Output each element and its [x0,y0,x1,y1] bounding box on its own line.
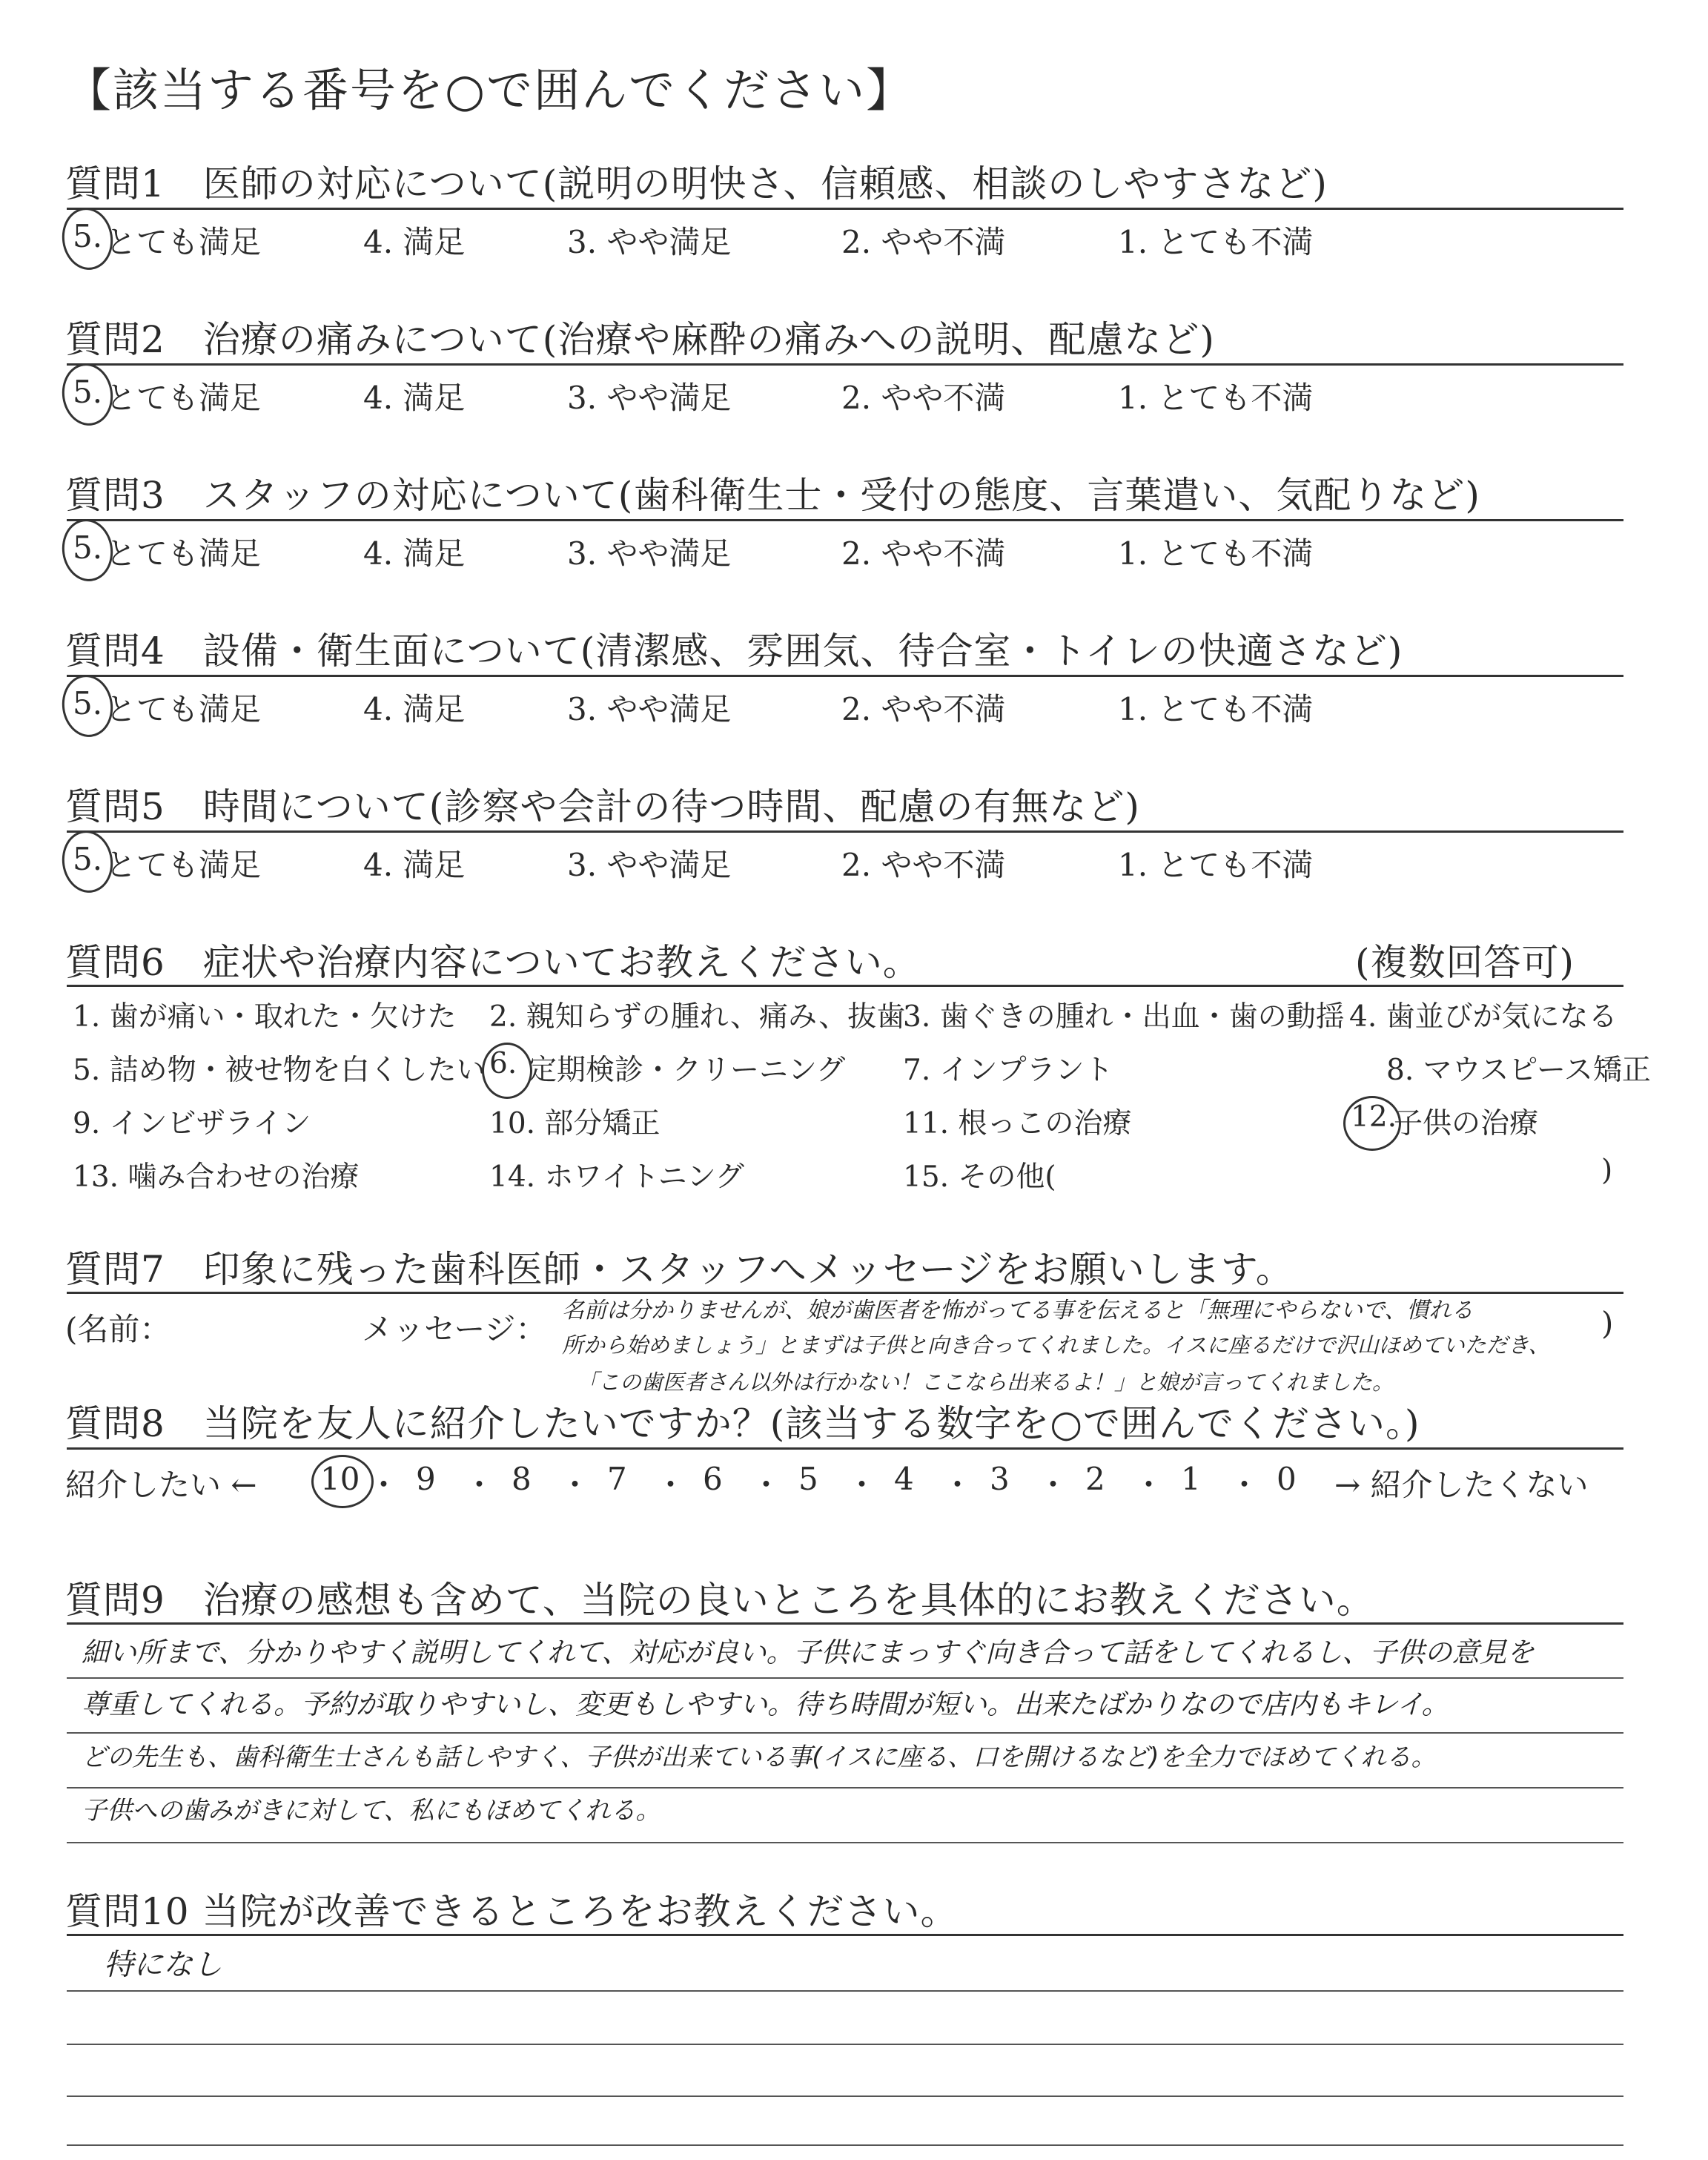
page-title: 【該当する番号を○で囲んでください】 [65,63,914,117]
rating-option[interactable]: 3. やや満足 [567,224,732,260]
q6-option[interactable]: 13. 噛み合わせの治療 [73,1160,360,1194]
q6-option[interactable]: 14. ホワイトニング [489,1160,744,1194]
q9-answer-line: 尊重してくれる。予約が取りやすいし、変更もしやすい。待ち時間が短い。出来たばかりなので店内もキレイ。 [82,1688,1449,1720]
rating-option[interactable]: 2. やや不満 [841,847,1006,883]
q6-option[interactable]: 15. その他( [903,1160,1056,1194]
q2-title: 質問2 治療の痛みについて(治療や麻酔の痛みへの説明、配慮など) [65,318,1215,361]
rating-option-5-number[interactable]: 5. [73,218,103,254]
rating-option-5-number[interactable]: 5. [73,841,103,877]
q8-left-label: 紹介したい ← [65,1467,257,1503]
q6-option[interactable]: 6. [489,1047,517,1080]
q6-option[interactable]: 11. 根っこの治療 [903,1107,1132,1140]
rating-option-5-number[interactable]: 5. [73,529,103,566]
q6-option[interactable]: 8. マウスピース矯正 [1386,1054,1651,1087]
q6-option[interactable]: ) [1601,1154,1613,1187]
q7-name-label: (名前： [65,1311,171,1347]
q8-scale-value[interactable]: 5 [798,1461,818,1497]
selection-circle [58,516,116,585]
q8-scale-value[interactable]: 6 [703,1461,723,1497]
q7-close-paren: ) [1601,1305,1614,1341]
q6-option[interactable]: 12. [1351,1100,1397,1134]
rating-option[interactable]: 1. とても不満 [1118,224,1314,260]
q9-answer-line: どの先生も、歯科衛生士さんも話しやすく、子供が出来ている事(イスに座る、口を開けるなど)を全力でほめてくれる。 [82,1743,1437,1772]
q8-separator: ・ [846,1467,878,1503]
q8-scale-value[interactable]: 7 [607,1461,627,1497]
q8-scale-value[interactable]: 2 [1085,1461,1105,1497]
q6-option[interactable]: 7. インプラント [903,1054,1113,1087]
selection-circle [1343,1096,1401,1151]
q6-option[interactable]: 4. 歯並びが気になる [1349,1000,1618,1034]
q6-option[interactable]: 3. 歯ぐきの腫れ・出血・歯の動揺 [903,1000,1345,1034]
q8-separator: ・ [941,1467,973,1503]
rating-option-5-label[interactable]: とても満足 [105,535,262,572]
q6-option[interactable]: 2. 親知らずの腫れ、痛み、抜歯 [489,1000,906,1034]
rating-option[interactable]: 4. 満足 [363,535,466,572]
q6-option[interactable]: 5. 詰め物・被せ物を白くしたい [73,1054,486,1087]
q6-note: (複数回答可) [1355,941,1575,984]
rating-option[interactable]: 2. やや不満 [841,380,1006,416]
q5-title: 質問5 時間について(診察や会計の待つ時間、配慮の有無など) [65,785,1140,828]
rating-option[interactable]: 1. とても不満 [1118,380,1314,416]
q6-option[interactable]: 10. 部分矯正 [489,1107,661,1140]
q4-title: 質問4 設備・衛生面について(清潔感、雰囲気、待合室・トイレの快適さなど) [65,630,1403,673]
selection-circle [482,1043,532,1099]
selection-circle [58,360,116,429]
q7-message-label: メッセージ： [362,1311,547,1347]
rating-option-5-label[interactable]: とても満足 [105,691,262,727]
q8-scale-value[interactable]: 4 [894,1461,914,1497]
rating-option-5-label[interactable]: とても満足 [105,380,262,416]
q9-answer-line: 子供への歯みがきに対して、私にもほめてくれる。 [82,1796,661,1826]
rating-option-5-number[interactable]: 5. [73,374,103,410]
q8-right-label: → 紹介したくない [1334,1467,1589,1503]
q6-option[interactable]: 9. インビザライン [73,1107,311,1140]
q7-message-line: 名前は分かりませんが、娘が歯医者を怖がってる事を伝えると「無理にやらないで、慣れる [562,1298,1474,1324]
rating-option[interactable]: 4. 満足 [363,691,466,727]
selection-circle [58,205,116,274]
q7-title: 質問7 印象に残った歯科医師・スタッフへメッセージをお願いします。 [65,1248,1294,1291]
q8-separator: ・ [655,1467,686,1503]
q6-title: 質問6 症状や治療内容についてお教えください。 [65,941,921,984]
q8-title: 質問8 当院を友人に紹介したいですか？(該当する数字を○で囲んでください。) [65,1402,1420,1445]
rating-option[interactable]: 4. 満足 [363,224,466,260]
q9-answer-line: 細い所まで、分かりやすく説明してくれて、対応が良い。子供にまっすぐ向き合って話をしてくれるし、子供の意見を [82,1636,1535,1668]
rating-option[interactable]: 3. やや満足 [567,691,732,727]
rating-option-5-number[interactable]: 5. [73,685,103,721]
q7-message-line: 所から始めましょう」とまずは子供と向き合ってくれました。イスに座るだけで沢山ほめていただき、 [562,1332,1550,1358]
rating-option[interactable]: 4. 満足 [363,380,466,416]
q6-option[interactable]: 子供の治療 [1394,1107,1539,1140]
rating-option[interactable]: 2. やや不満 [841,224,1006,260]
selection-circle [311,1455,374,1508]
q8-scale-value[interactable]: 9 [416,1461,436,1497]
q8-scale-value[interactable]: 10 [320,1461,360,1497]
rating-option[interactable]: 4. 満足 [363,847,466,883]
selection-circle [58,672,116,741]
q8-scale-value[interactable]: 8 [512,1461,532,1497]
q8-separator: ・ [1133,1467,1165,1503]
q6-option[interactable]: 1. 歯が痛い・取れた・欠けた [73,1000,457,1034]
q7-message-line: 「この歯医者さん以外は行かない！ここなら出来るよ！」と娘が言ってくれました。 [577,1370,1394,1395]
rating-option-5-label[interactable]: とても満足 [105,847,262,883]
q6-option[interactable]: 定期検診・クリーニング [528,1054,846,1087]
q8-scale-value[interactable]: 1 [1181,1461,1201,1497]
q9-title: 質問9 治療の感想も含めて、当院の良いところを具体的にお教えください。 [65,1579,1374,1622]
q8-scale-value[interactable]: 3 [990,1461,1010,1497]
q8-scale-value[interactable]: 0 [1277,1461,1297,1497]
q8-separator: ・ [1228,1467,1260,1503]
selection-circle [58,828,116,896]
rating-option-5-label[interactable]: とても満足 [105,224,262,260]
rating-option[interactable]: 1. とても不満 [1118,847,1314,883]
q8-separator: ・ [559,1467,591,1503]
q8-separator: ・ [368,1467,400,1503]
rating-option[interactable]: 2. やや不満 [841,691,1006,727]
q10-answer: 特になし [104,1948,222,1982]
q10-title: 質問10 当院が改善できるところをお教えください。 [65,1890,959,1933]
rating-option[interactable]: 2. やや不満 [841,535,1006,572]
q8-separator: ・ [1037,1467,1069,1503]
q1-title: 質問1 医師の対応について(説明の明快さ、信頼感、相談のしやすさなど) [65,162,1328,205]
rating-option[interactable]: 1. とても不満 [1118,535,1314,572]
rating-option[interactable]: 3. やや満足 [567,847,732,883]
q8-separator: ・ [750,1467,782,1503]
rating-option[interactable]: 3. やや満足 [567,380,732,416]
rating-option[interactable]: 3. やや満足 [567,535,732,572]
rating-option[interactable]: 1. とても不満 [1118,691,1314,727]
q8-separator: ・ [463,1467,495,1503]
q3-title: 質問3 スタッフの対応について(歯科衛生士・受付の態度、言葉遣い、気配りなど) [65,474,1480,517]
